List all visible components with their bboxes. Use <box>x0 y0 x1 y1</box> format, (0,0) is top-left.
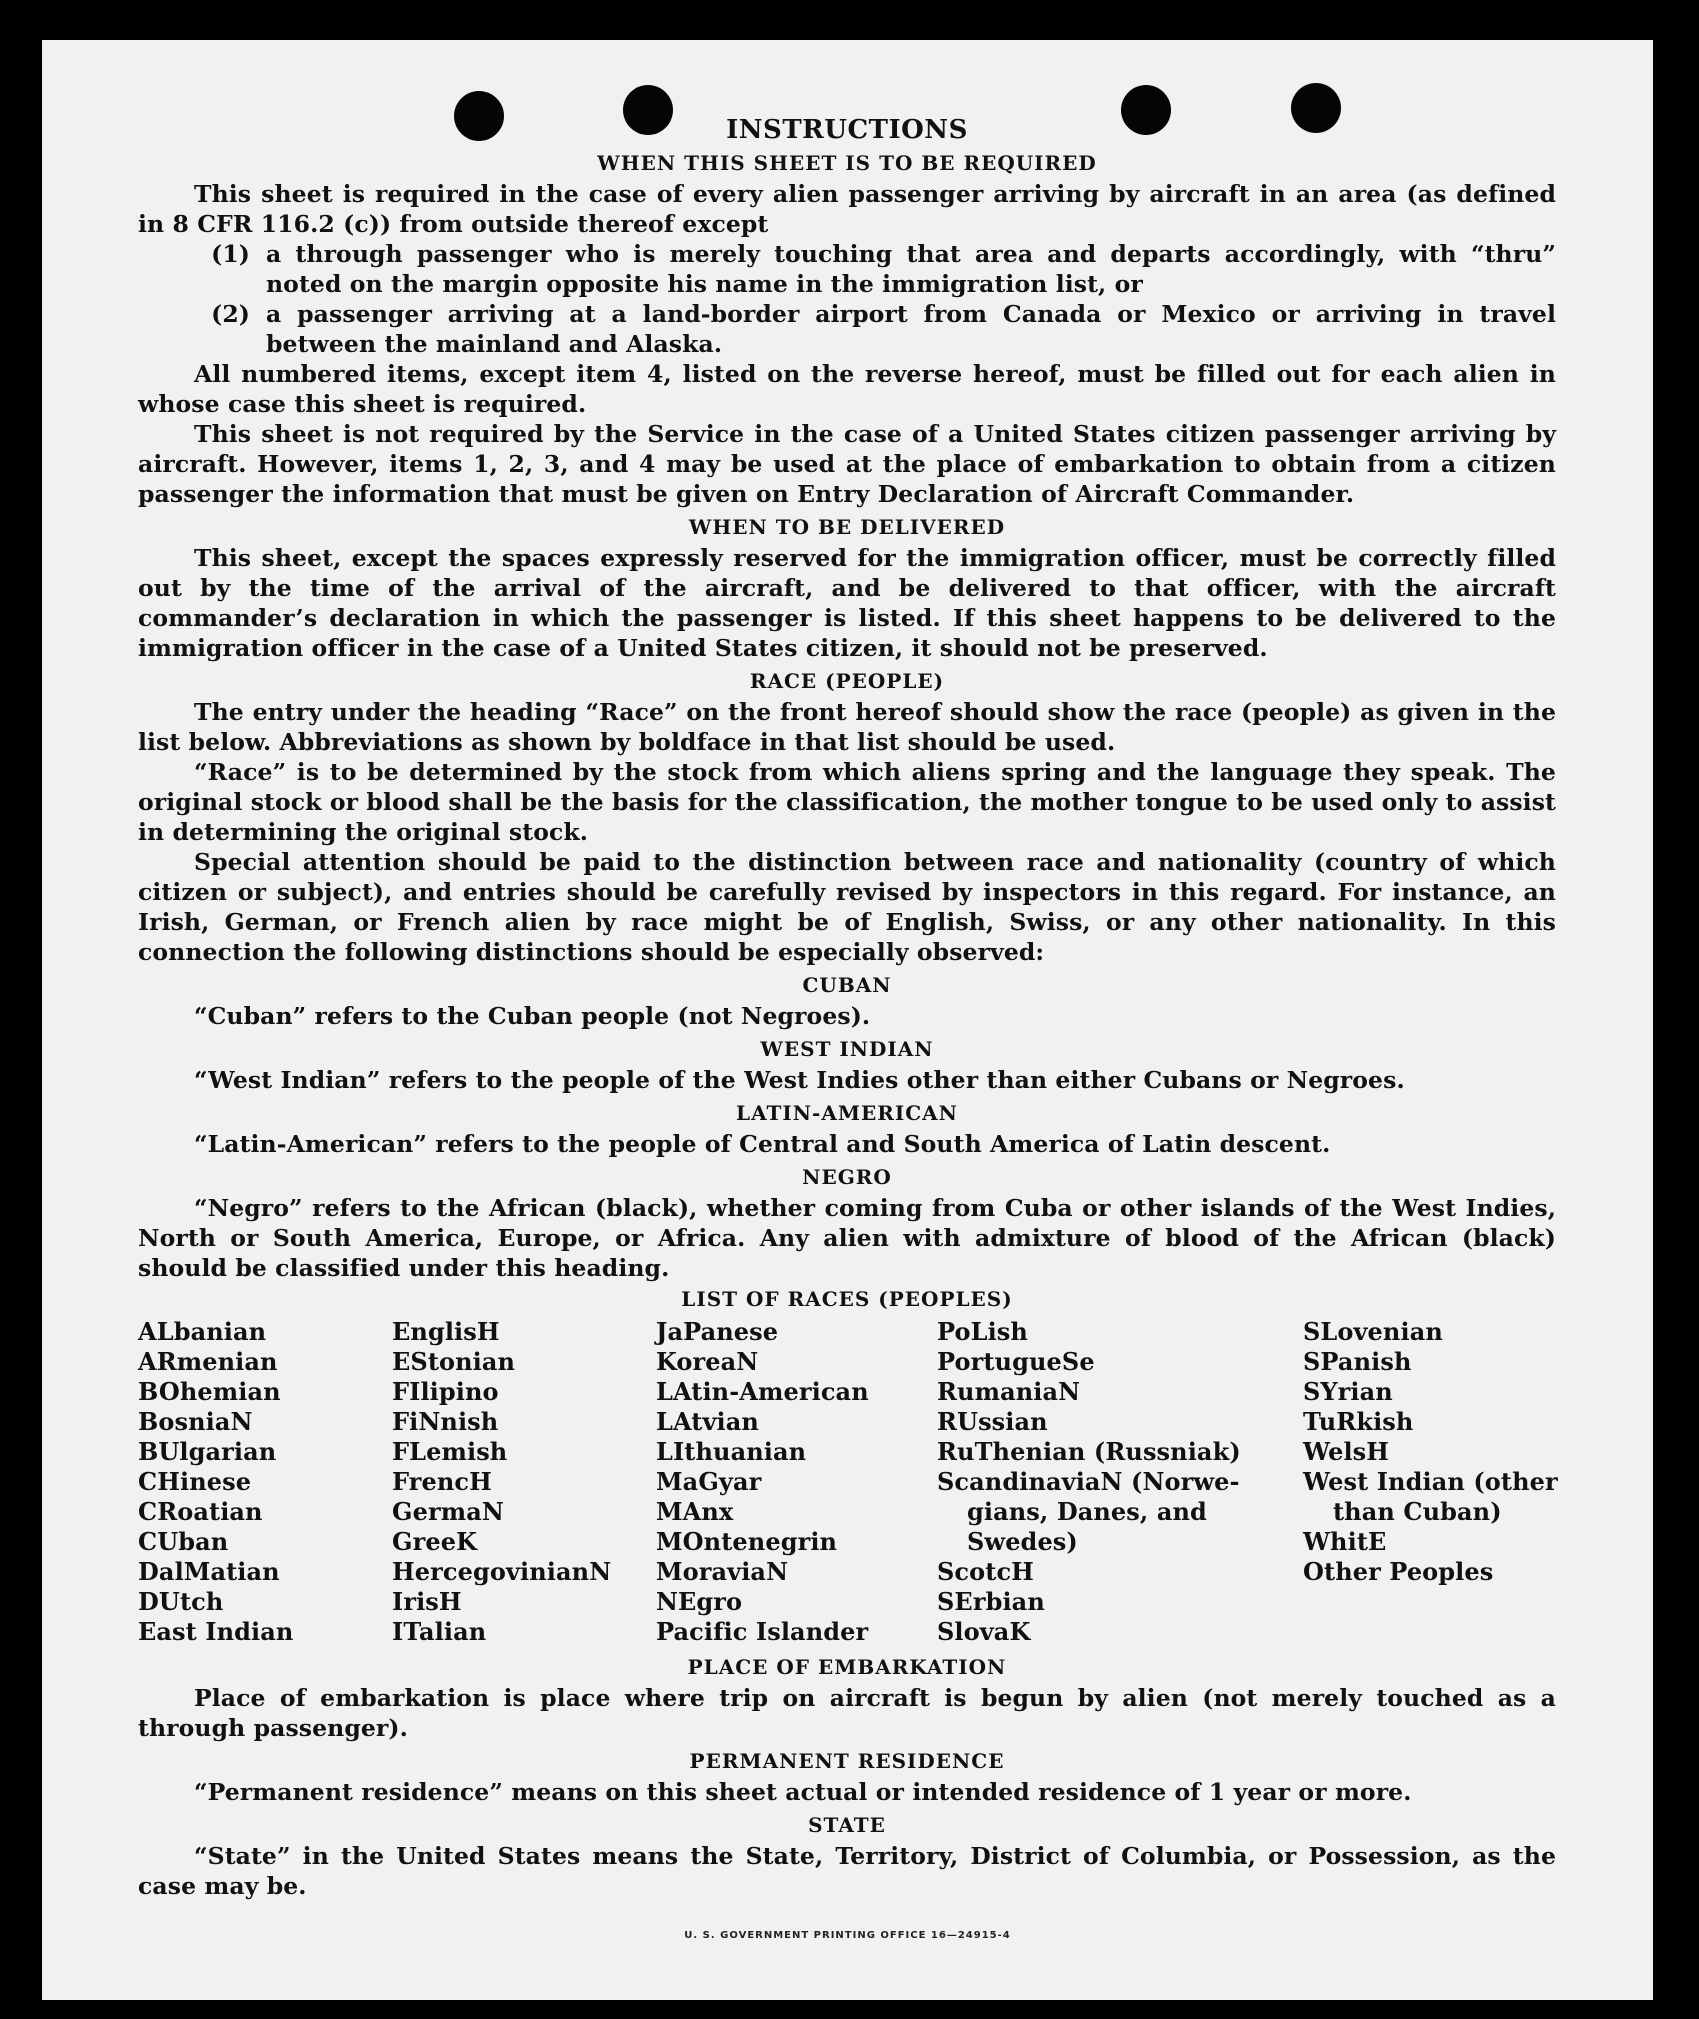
race-entry: ScandinaviaN (Norwe- <box>937 1467 1240 1496</box>
paragraph: Special attention should be paid to the distinction between race and nationality (country of which citizen or subject), and entries should be carefully revised by inspectors in this regard. For instance, an Irish, German, or French alien by race might be of English, Swiss, or any other nationality. In this connection the following distinctions should be especially observed: <box>138 848 1556 966</box>
races-column <box>656 1317 937 1647</box>
paragraph: The entry under the heading “Race” on the front hereof should show the race (people) as given in the list below. Abbreviations as shown by boldface in that list should be used. <box>138 698 1556 756</box>
heading-state: STATE <box>808 1813 886 1837</box>
races-list <box>138 1317 1556 1647</box>
heading-when-required: WHEN THIS SHEET IS TO BE REQUIRED <box>597 151 1097 175</box>
paragraph: This sheet, except the spaces expressly reserved for the immigration officer, must be correctly filled out by the time of the arrival of the aircraft, and be delivered to that officer, with the aircraft commander’s declaration in which the passenger is listed. If this sheet happens to be delivered to the immigration officer in the case of a United States citizen, it should not be preserved. <box>138 544 1556 662</box>
heading-west-indian: WEST INDIAN <box>760 1037 934 1061</box>
race-entry: LIthuanian <box>656 1437 807 1466</box>
race-entry: MaGyar <box>656 1467 762 1496</box>
race-entry: WhitE <box>1303 1527 1387 1556</box>
heading-cuban: CUBAN <box>802 973 892 997</box>
item-text: a through passenger who is merely touching that area and departs accordingly, with “thru” noted on the margin opposite his name in the immigration list, or <box>266 240 1556 298</box>
exception-item <box>138 299 1556 359</box>
page-title: INSTRUCTIONS <box>726 115 968 145</box>
races-column <box>138 1317 392 1647</box>
race-entry: TuRkish <box>1303 1407 1414 1436</box>
race-entry: PoLish <box>937 1317 1028 1346</box>
item-text: a passenger arriving at a land-border airport from Canada or Mexico or arriving in travel between the mainland and Alaska. <box>266 300 1556 358</box>
instructions-body <box>138 115 1556 1901</box>
paragraph: “Cuban” refers to the Cuban people (not Negroes). <box>194 1002 871 1030</box>
race-entry: EnglisH <box>392 1317 500 1346</box>
race-entry: JaPanese <box>656 1317 779 1346</box>
heading-negro: NEGRO <box>802 1165 892 1189</box>
race-entry: BOhemian <box>138 1377 281 1406</box>
races-column <box>392 1317 656 1647</box>
paragraph: Place of embarkation is place where trip on aircraft is begun by alien (not merely touched as a through passenger). <box>138 1684 1556 1742</box>
paragraph: All numbered items, except item 4, listed on the reverse hereof, must be filled out for each alien in whose case this sheet is required. <box>138 360 1556 418</box>
race-entry: KoreaN <box>656 1347 759 1376</box>
race-entry: WelsH <box>1303 1437 1390 1466</box>
heading-when-delivered: WHEN TO BE DELIVERED <box>688 515 1006 539</box>
paragraph: “State” in the United States means the State, Territory, District of Columbia, or Possession, as the case may be. <box>138 1842 1556 1900</box>
race-entry: DUtch <box>138 1587 224 1616</box>
heading-permanent-residence: PERMANENT RESIDENCE <box>689 1749 1005 1773</box>
race-entry: MOntenegrin <box>656 1527 838 1556</box>
document-sheet <box>42 40 1653 2000</box>
race-entry: LAtvian <box>656 1407 759 1436</box>
races-column <box>937 1317 1303 1647</box>
paragraph: “Permanent residence” means on this sheet actual or intended residence of 1 year or more. <box>194 1778 1412 1806</box>
heading-embarkation: PLACE OF EMBARKATION <box>687 1655 1007 1679</box>
race-entry: EStonian <box>392 1347 516 1376</box>
paragraph: “Negro” refers to the African (black), whether coming from Cuba or other islands of the West Indies, North or South America, Europe, or Africa. Any alien with admixture of blood of the African (black) should be classified under this heading. <box>138 1194 1556 1282</box>
race-entry: RuThenian (Russniak) <box>937 1437 1241 1466</box>
race-entry: MoraviaN <box>656 1557 789 1586</box>
race-entry-continued: than Cuban) <box>1333 1497 1502 1526</box>
printing-office-imprint: U. S. GOVERNMENT PRINTING OFFICE 16—24915-4 <box>684 1930 1011 1941</box>
race-entry: NEgro <box>656 1587 743 1616</box>
race-entry: ScotcH <box>937 1557 1034 1586</box>
race-entry: FrencH <box>392 1467 492 1496</box>
race-entry: SLovenian <box>1303 1317 1443 1346</box>
race-entry: FIlipino <box>392 1377 499 1406</box>
race-entry: SPanish <box>1303 1347 1412 1376</box>
heading-latin-american: LATIN-AMERICAN <box>736 1101 958 1125</box>
race-entry: SYrian <box>1303 1377 1393 1406</box>
race-entry: BUlgarian <box>138 1437 277 1466</box>
exception-item <box>138 239 1556 299</box>
race-entry: East Indian <box>138 1617 294 1646</box>
race-entry: ARmenian <box>138 1347 278 1376</box>
race-entry: PortugueSe <box>937 1347 1095 1376</box>
race-entry: IrisH <box>392 1587 462 1616</box>
paragraph: This sheet is not required by the Service in the case of a United States citizen passenger arriving by aircraft. However, items 1, 2, 3, and 4 may be used at the place of embarkation to obtain from a citizen passenger the information that must be given on Entry Declaration of Aircraft Commander. <box>138 420 1556 508</box>
race-entry: RUssian <box>937 1407 1048 1436</box>
race-entry: DalMatian <box>138 1557 280 1586</box>
paragraph: “West Indian” refers to the people of the West Indies other than either Cubans or Negroes. <box>194 1066 1405 1094</box>
race-entry: LAtin-American <box>656 1377 869 1406</box>
race-entry: Pacific Islander <box>656 1617 869 1646</box>
race-entry: MAnx <box>656 1497 734 1526</box>
race-entry: ITalian <box>392 1617 487 1646</box>
race-entry: FLemish <box>392 1437 508 1466</box>
item-number: (1) <box>211 240 250 268</box>
race-entry: West Indian (other <box>1303 1467 1558 1496</box>
item-number: (2) <box>211 300 250 328</box>
paragraph: “Race” is to be determined by the stock from which aliens spring and the language they speak. The original stock or blood shall be the basis for the classification, the mother tongue to be used only to assist in determining the original stock. <box>138 758 1556 846</box>
race-entry-continued: Swedes) <box>967 1527 1078 1556</box>
heading-races-list: LIST OF RACES (PEOPLES) <box>681 1287 1013 1311</box>
race-entry: FiNnish <box>392 1407 499 1436</box>
races-column <box>1303 1317 1556 1647</box>
race-entry: Other Peoples <box>1303 1557 1494 1586</box>
paragraph: “Latin-American” refers to the people of Central and South America of Latin descent. <box>194 1130 1331 1158</box>
race-entry-continued: gians, Danes, and <box>967 1497 1207 1526</box>
race-entry: CRoatian <box>138 1497 263 1526</box>
heading-race: RACE (PEOPLE) <box>749 669 945 693</box>
race-entry: BosniaN <box>138 1407 253 1436</box>
race-entry: CUban <box>138 1527 229 1556</box>
race-entry: CHinese <box>138 1467 252 1496</box>
race-entry: RumaniaN <box>937 1377 1081 1406</box>
race-entry: GreeK <box>392 1527 478 1556</box>
race-entry: SlovaK <box>937 1617 1031 1646</box>
race-entry: GermaN <box>392 1497 504 1526</box>
race-entry: HercegovinianN <box>392 1557 612 1586</box>
race-entry: ALbanian <box>138 1317 267 1346</box>
race-entry: SErbian <box>937 1587 1045 1616</box>
paragraph: This sheet is required in the case of every alien passenger arriving by aircraft in an area (as defined in 8 CFR 116.2 (c)) from outside thereof except <box>138 180 1556 238</box>
